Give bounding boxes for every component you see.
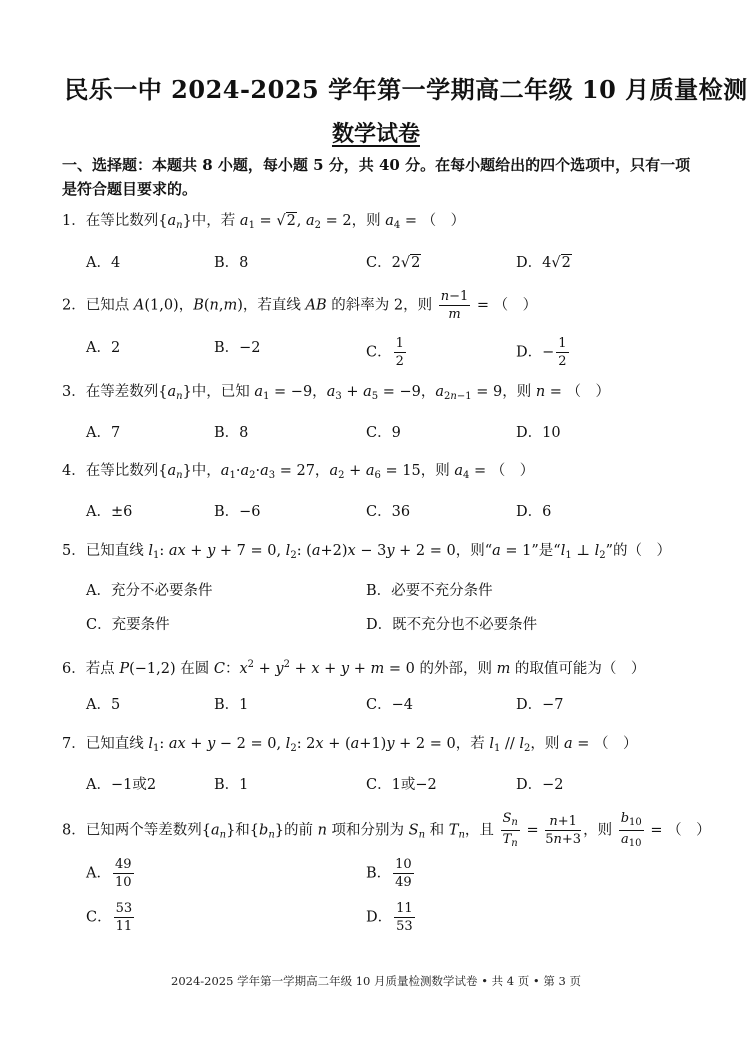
question-1: 1．在等比数列$\{a_n\}$中，若 $a_1 = √2$, $a_2 = 2$，则 $a_4$ = （ ） [62, 213, 466, 231]
exam-page: 民乐一中 2024-2025 学年第一学期高二年级 10 月质量检测 数学试卷 一、选择题：本题共 8 小题，每小题 5 分，共 40 分。在每小题给出的四个选项中，只有一项是符合题目要求的。 1．在等比数列$\{a_n\}$中，若 $a_1 = √2$, $a_2 = 2$，则 $a_4$ = （ ） A．4 B．8 C．2√2 D．4√2 2．已知点 A(1,0)，B(n,m)，若直线 AB 的斜率为 2，则 $\frac{n-1}{m}$ = （ ） A．2 B．−2 C． $\frac{1}{2}$ D．− $\frac{1}{2}$ 3．在等差数列$\{a_n\}$中，已知 $a_1 = -9$，$a_3 + a_5 = -9$，$a_{2n-1} = 9$，则 n = （ ） A．7 B．8 C．9 D．10 4．在等比数列$\{a_n\}$中，$a_1\cdot a_2\cdot a_3 = 27$，$a_2 + a_6 = 15$，则 $a_4$ = （ ） A．±6 B．−6 C．36 D．6 5．已知直线 $l_1$: ax + y + 7 = 0, $l_2$: (a+2)x − 3y + 2 = 0，则“a = 1”是“$l_1$ ⊥ $l_2$”的（ ） A．充分不必要条件 B．必要不充分条件 C．充要条件 D．既不充分也不必要条件 6．若点 P(−1,2) 在圆 C：$x^2 + y^2 + x + y + m = 0$ 的外部，则 m 的取值可能为（ ） A．5 B．1 C．−4 D．−7 7．已知直线 $l_1$: ax + y − 2 = 0, $l_2$: 2x + (a+1)y + 2 = 0，若 $l_1 // l_2$，则 a = （ ） A．−1或2 B．1 C．1或−2 D．−2 8．已知两个等差数列$\{a_n\}$和$\{b_n\}$的前 n 项和分别为 $S_n$ 和 $T_n$，且 $\frac{S_n}{T_n}$ = $\frac{n+1}{5n+3}$ ，则 $\frac{b_{10}}{a_{10}}$ = （ ） A． $\frac{49}{10}$ B． $\frac{10}{49}$ C． $\frac{53}{11}$ D． $\frac{11}{53}$ 2024-2025 学年第一学期高二年级 10 月质量检测数学试卷 • 共 4 页 • 第 3 页 [0, 0, 752, 1062]
section-heading: 一、选择题：本题共 8 小题，每小题 5 分，共 40 分。在每小题给出的四个选项中，只有一项是符合题目要求的。 [62, 156, 691, 198]
question-6: 6．若点 P(−1,2) 在圆 C：$x^2 + y^2 + x + y + m = 0$ 的外部，则 m 的取值可能为（ ） [62, 659, 646, 677]
question-2: 2．已知点 A(1,0)，B(n,m)，若直线 AB 的斜率为 2，则 $\frac{n-1}{m}$ = （ ） [62, 289, 538, 322]
question-7: 7．已知直线 $l_1$: ax + y − 2 = 0, $l_2$: 2x + (a+1)y + 2 = 0，若 $l_1 // l_2$，则 a = （ ） [62, 736, 638, 754]
exam-subtitle: 数学试卷 [331, 121, 420, 147]
question-3: 3．在等差数列$\{a_n\}$中，已知 $a_1 = -9$，$a_3 + a_5 = -9$，$a_{2n-1} = 9$，则 n = （ ） [62, 384, 611, 402]
question-8: 8．已知两个等差数列$\{a_n\}$和$\{b_n\}$的前 n 项和分别为 $S_n$ 和 $T_n$，且 $\frac{S_n}{T_n}$ = $\frac{n+1}{5n+3}$ ，则 $\frac{b_{10}}{a_{10}}$ = （ ） [62, 811, 711, 849]
page-footer: 2024-2025 学年第一学期高二年级 10 月质量检测数学试卷 • 共 4 页 • 第 3 页 [171, 974, 581, 988]
exam-title: 民乐一中 2024-2025 学年第一学期高二年级 10 月质量检测 [64, 75, 748, 104]
question-5: 5．已知直线 $l_1$: ax + y + 7 = 0, $l_2$: (a+2)x − 3y + 2 = 0，则“a = 1”是“$l_1$ ⊥ $l_2$”的（ ） [62, 543, 672, 561]
question-4: 4．在等比数列$\{a_n\}$中，$a_1\cdot a_2\cdot a_3 = 27$，$a_2 + a_6 = 15$，则 $a_4$ = （ ） [62, 463, 535, 481]
